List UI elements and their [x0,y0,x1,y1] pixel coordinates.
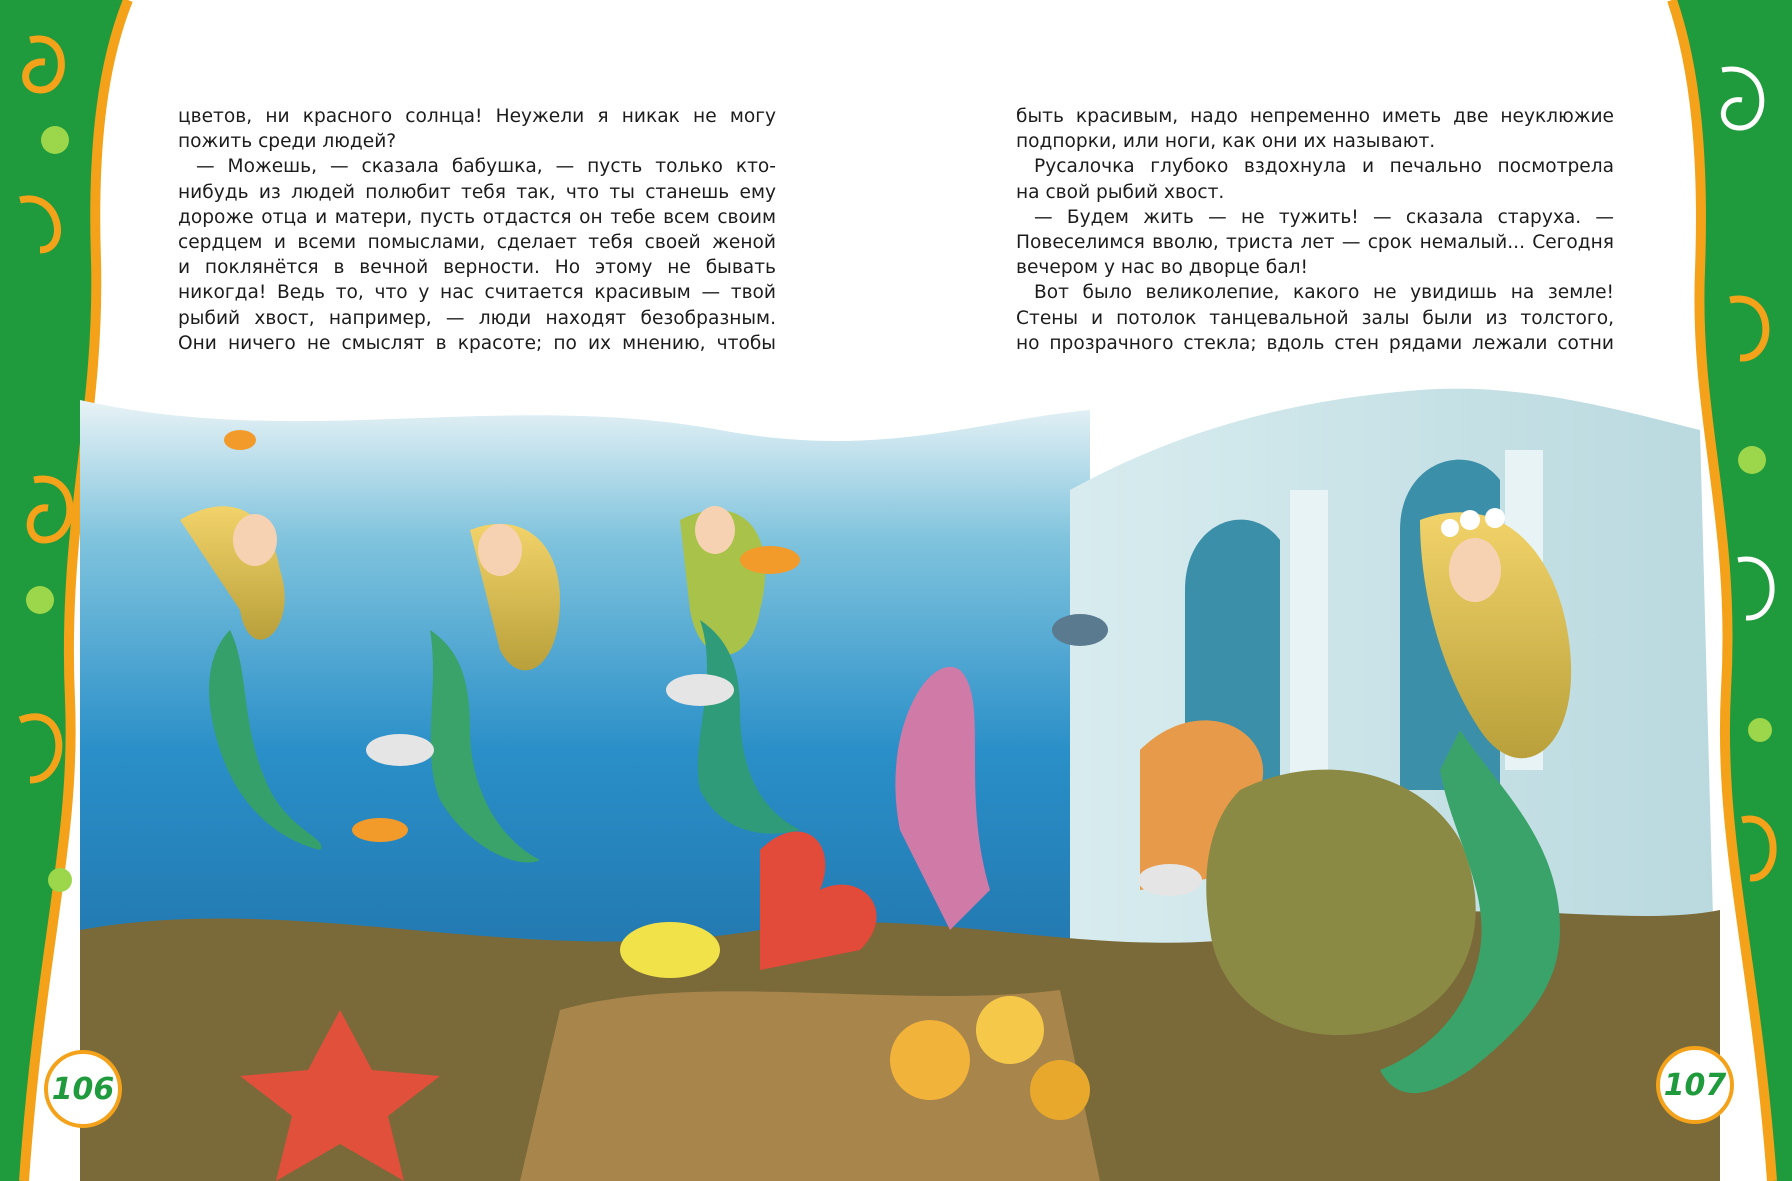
text-line: Повеселимся вволю, триста лет — срок немалый... Сегодня [1016,231,1614,253]
text-line: никогда! Ведь то, что у нас считается красивым — твой [178,282,776,304]
text-line: на свой рыбий хвост. [1016,181,1225,203]
text-line: сердцем и всеми помыслами, сделает тебя своей женой [178,231,776,253]
text-line: Русалочка глубоко вздохнула и печально посмотрела [1034,156,1614,178]
text-line: нибудь из людей полюбит тебя так, что ты станешь ему [178,181,776,203]
text-line: быть красивым, надо непременно иметь две неуклюжие [1016,106,1614,127]
text-line: Стены и потолок танцевальной залы были из толстого, [1016,307,1614,329]
page-number-right: 107 [1656,1046,1734,1124]
text-line: но прозрачного стекла; вдоль стен рядами лежали сотни [1016,332,1614,354]
text-line: и поклянётся в вечной верности. Но этому не бывать [178,257,776,279]
text-line: пожить среди людей? [178,131,397,153]
text-line: дороже отца и матери, пусть отдастся он тебе всем своим [178,206,776,228]
text-line: Они ничего не смыслят в красоте; по их мнению, чтобы [178,332,776,354]
underwater-illustration [0,370,1792,1181]
left-page-text [178,104,776,356]
right-page-text [1016,104,1614,356]
text-line: цветов, ни красного солнца! Неужели я никак не могу [178,106,776,127]
page-number-left: 106 [44,1050,122,1128]
text-line: подпорки, или ноги, как они их называют. [1016,131,1436,153]
text-line: рыбий хвост, например, — люди находят безобразным. [178,307,776,329]
text-line: Вот было великолепие, какого не увидишь на земле! [1034,282,1614,304]
text-line: вечером у нас во дворце бал! [1016,257,1308,279]
text-line: — Можешь, — сказала бабушка, — пусть только кто- [196,156,776,178]
text-line: — Будем жить — не тужить! — сказала старуха. — [1034,206,1614,228]
